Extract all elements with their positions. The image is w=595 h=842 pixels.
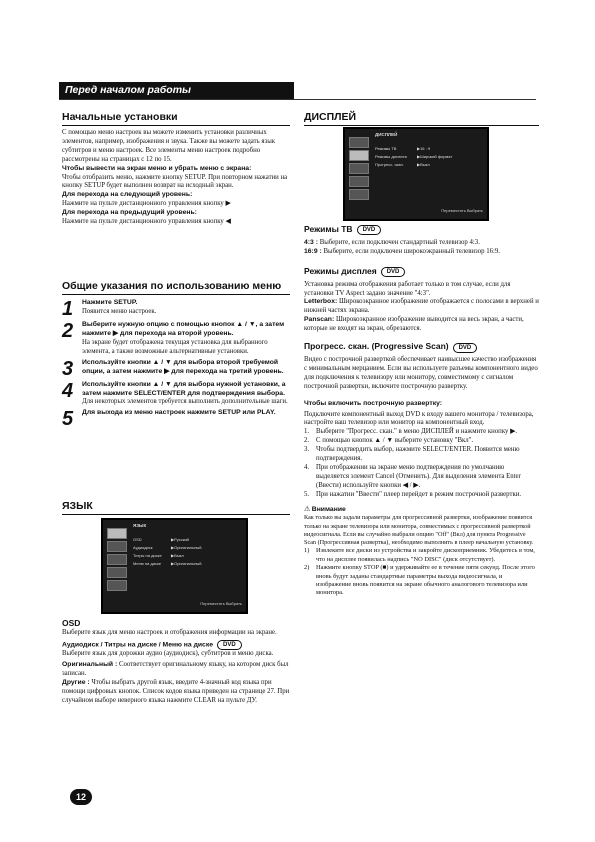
next-level-text: Нажмите на пульте дистанционного управления кнопку ▶ xyxy=(62,200,231,208)
step-instruction: Используйте кнопки ▲ / ▼ для выбора нужной установки, а затем нажмите SELECT/ENTER для подтверждения выбора. xyxy=(82,380,286,397)
display-body xyxy=(304,225,539,598)
step-instruction: Нажмите SETUP. xyxy=(82,299,138,306)
enable-steps xyxy=(304,428,539,499)
lang-row-subtitle: Титры на диске ▶Выкл xyxy=(133,553,184,558)
prev-level-heading: Для перехода на предыдущий уровень: xyxy=(62,209,197,217)
list-number: 2. xyxy=(304,437,310,445)
warning-title: Внимание xyxy=(311,505,346,513)
display-section xyxy=(304,111,539,126)
enable-step xyxy=(304,437,539,446)
other-menu-icon xyxy=(349,189,369,200)
initial-intro: С помощью меню настроек вы можете изменить установки различных элементов, например, изображения и звука. Также вы можете задать язык субтитров и меню настроек. Все элементы меню настроек подробно рассмотрены на страницах с 12 по 15. xyxy=(62,129,276,163)
original-text: Соответствует оригинальному языку, на котором диск был записан. xyxy=(62,661,289,678)
lang-row-osd: OSD ▶Русский xyxy=(133,537,189,542)
tv169-label: 16:9 : xyxy=(304,247,322,255)
lock-menu-icon xyxy=(349,176,369,187)
dvd-badge: DVD xyxy=(357,225,382,235)
list-text: Выберите "Прогресс. скан." в меню ДИСПЛЕЙ и нажмите кнопку ▶. xyxy=(316,428,518,436)
dvd-badge: DVD xyxy=(217,640,242,650)
panscan-label: Panscan: xyxy=(304,316,335,324)
letterbox-label: Letterbox: xyxy=(304,298,338,306)
audio-title: Аудиодиск / Титры на диске / Меню на диске xyxy=(62,641,214,649)
step-note: Появится меню настроек. xyxy=(82,307,157,315)
warning-text: Как только вы задали параметры для прогрессивной развертки, изображение появится только на экране телевизора или монитора, совместимых с прогрессивной разверткой видеосигнала. Если вы случайно выбрали опцию "Off" (Вкл) для пункта Progressive Scan (Прогрессивная развертка), необходимо выполнить в плеер начальную установку. xyxy=(304,514,534,547)
dvd-badge: DVD xyxy=(381,267,406,277)
list-text: С помощью кнопок ▲ / ▼ выберите установку "Вкл". xyxy=(316,437,474,445)
step-instruction: Для выхода из меню настроек нажмите SETUP или PLAY. xyxy=(82,409,276,417)
lang-row-audio: Аудиодиск ▶Оригинальный xyxy=(133,545,202,550)
prog-title: Прогресс. скан. (Progressive Scan) xyxy=(304,341,449,352)
audio-text: Выберите язык для дорожки аудио (аудиодиск), субтитров и меню диска. xyxy=(62,650,274,658)
list-text: Нажмите кнопку STOP (■) и удерживайте ее в течение пяти секунд. После этого вновь будут заданы стандартные параметры выхода видеосигнала, и изображение вновь появится на экране обычного аналогового телевизора или монитора. xyxy=(316,564,535,597)
list-text: При отображении на экране меню подтверждения по умолчанию выделяется элемент Cancel (Отменить). Для выделения элемента Enter (Ввести) используйте кнопки ◀ / ▶. xyxy=(316,463,521,489)
language-title: ЯЗЫК xyxy=(62,500,290,515)
general-step xyxy=(62,381,290,408)
osd-title: OSD xyxy=(62,618,81,628)
warning-step xyxy=(304,564,539,598)
step-instruction: Выберите нужную опцию с помощью кнопок ▲ / ▼, а затем нажмите ▶ для перехода на второй уровень. xyxy=(82,321,285,337)
list-number: 1. xyxy=(304,428,310,436)
list-number: 4. xyxy=(304,463,310,471)
language-body xyxy=(62,618,290,706)
display-menu-title: ДИСПЛЕЙ xyxy=(375,132,398,137)
initial-settings-title: Начальные установки xyxy=(62,111,290,126)
step-number: 3 xyxy=(62,357,74,380)
list-text: Чтобы подтвердить выбор, нажмите SELECT/ENTER. Появится меню подтверждения. xyxy=(316,446,520,463)
initial-settings-section xyxy=(62,111,290,227)
enable-step xyxy=(304,446,539,464)
display-menu-icon xyxy=(349,150,369,161)
letterbox-text: Широкоэкранное изображение отображается с полосами в верхней и нижней частях экрана. xyxy=(304,298,539,315)
step-number: 4 xyxy=(62,379,74,402)
language-menu-footer: Переместить Выбрать xyxy=(200,601,242,607)
show-hide-text: Чтобы отобразить меню, нажмите кнопку SETUP. При повторном нажатии на кнопку SETUP будет выполнен возврат на исходный экран. xyxy=(62,173,288,190)
audio-menu-icon xyxy=(107,554,127,565)
step-note: Для некоторых элементов требуется выполнить дополнительные шаги. xyxy=(82,398,288,406)
step-number: 2 xyxy=(62,320,74,342)
section-header: Перед началом работы xyxy=(59,82,294,99)
original-label: Оригинальный : xyxy=(62,661,118,669)
tv-title: Режимы ТВ xyxy=(304,224,353,234)
mode-title: Режимы дисплея xyxy=(304,265,377,276)
right-arrow-icon: ▶ xyxy=(225,200,231,208)
language-section xyxy=(62,500,290,515)
display-title: ДИСПЛЕЙ xyxy=(304,111,539,126)
general-title: Общие указания по использованию меню xyxy=(62,280,290,295)
general-step xyxy=(62,359,290,379)
warning-step xyxy=(304,547,539,564)
menu-icons xyxy=(349,137,371,202)
display-row-tv: Режимы ТВ ▶16 : 9 xyxy=(375,146,431,151)
enable-step xyxy=(304,428,539,437)
lock-menu-icon xyxy=(107,567,127,578)
language-menu-icon xyxy=(349,137,369,148)
other-text: Чтобы выбрать другой язык, введите 4-значный код языка при помощи цифровых кнопок. Список кодов языка приведен на странице 27. При случайном выборе неверного языка нажмите CLEAR на пульте ДУ. xyxy=(62,679,290,704)
tv43-label: 4:3 : xyxy=(304,238,318,246)
enable-step xyxy=(304,464,539,491)
warning-icon: ⚠ xyxy=(304,505,311,513)
audio-menu-icon xyxy=(349,163,369,174)
tv43-text: Выберите, если подключен стандартный телевизор 4:3. xyxy=(319,238,480,246)
page-number: 12 xyxy=(70,789,92,805)
osd-text: Выберите язык для меню настроек и отображения информации на экране. xyxy=(62,629,277,636)
prev-level-text: Нажмите на пульте дистанционного управления кнопку ◀ xyxy=(62,218,231,226)
left-arrow-icon: ◀ xyxy=(225,218,231,226)
general-step xyxy=(62,409,290,429)
header-divider xyxy=(59,99,536,100)
mode-text: Установка режима отображения работает только в том случае, если для установки TV Aspect задано значение "4:3". xyxy=(304,280,511,297)
list-text: При нажатии "Ввести" плеер перейдет в режим построчной развертки. xyxy=(316,490,522,498)
display-menu-icon xyxy=(107,541,127,552)
list-number: 3. xyxy=(304,446,310,454)
enable-title: Чтобы включить построчную развертку: xyxy=(304,399,443,407)
step-instruction: Используйте кнопки ▲ / ▼ для выбора второй требуемой опции, а затем нажмите ▶ для перехода на третий уровень. xyxy=(82,358,284,375)
language-menu-screenshot xyxy=(101,518,248,614)
lang-row-menu: Меню на диске ▶Оригинальный xyxy=(133,561,202,566)
list-text: Извлеките все диски из устройства и закройте дископриемник. Убедитесь в том, что на дисплее появилась надпись "NO DISC" (диск отсутствует). xyxy=(316,547,536,563)
menu-icons xyxy=(107,528,129,593)
display-menu-footer: Переместить Выбрать xyxy=(441,208,483,214)
language-menu-title: ЯЗЫК xyxy=(133,523,147,528)
step-number: 1 xyxy=(62,298,74,320)
general-step xyxy=(62,299,290,319)
list-number: 1) xyxy=(304,547,310,555)
show-hide-heading: Чтобы вывести на экран меню и убрать меню с экрана: xyxy=(62,164,252,172)
dvd-badge: DVD xyxy=(453,343,478,353)
enable-step xyxy=(304,491,539,500)
general-steps xyxy=(62,299,290,429)
step-number: 5 xyxy=(62,408,74,431)
tv169-text: Выберите, если подключен широкоэкранный телевизор 16:9. xyxy=(323,247,500,255)
display-row-prog: Прогресс. скан. ▶Выкл xyxy=(375,162,430,167)
panscan-text: Широкоэкранное изображение выводится на весь экран, а части, которые не входят на экран, обрезаются. xyxy=(304,316,524,333)
warning-steps xyxy=(304,547,539,597)
other-menu-icon xyxy=(107,580,127,591)
list-number: 2) xyxy=(304,564,310,572)
language-menu-icon xyxy=(107,528,127,539)
general-step xyxy=(62,321,290,357)
list-number: 5. xyxy=(304,490,310,498)
other-label: Другие : xyxy=(62,679,90,687)
general-section xyxy=(62,280,290,431)
enable-text: Подключите компонентный выход DVD к входу вашего монитора / телевизора, настройте ваш телевизор или монитор на компонентный вход. xyxy=(304,410,534,427)
display-menu-screenshot xyxy=(343,127,489,221)
step-note: На экране будет отображена текущая установка для выбранного элемента, а также возможные альтернативные установки. xyxy=(82,338,268,355)
prog-text: Видео с построчной разверткой обеспечивает наивысшее качество изображения с минимальным мерцанием. Если вы используете разъемы компонентного видео для подключения к телевизору или монитору, совместимому с сигналом построчной развертки, включите построчную развертку. xyxy=(304,355,538,390)
next-level-heading: Для перехода на следующий уровень: xyxy=(62,191,193,199)
display-row-mode: Режимы дисплея ▶Широкий формат xyxy=(375,154,453,159)
